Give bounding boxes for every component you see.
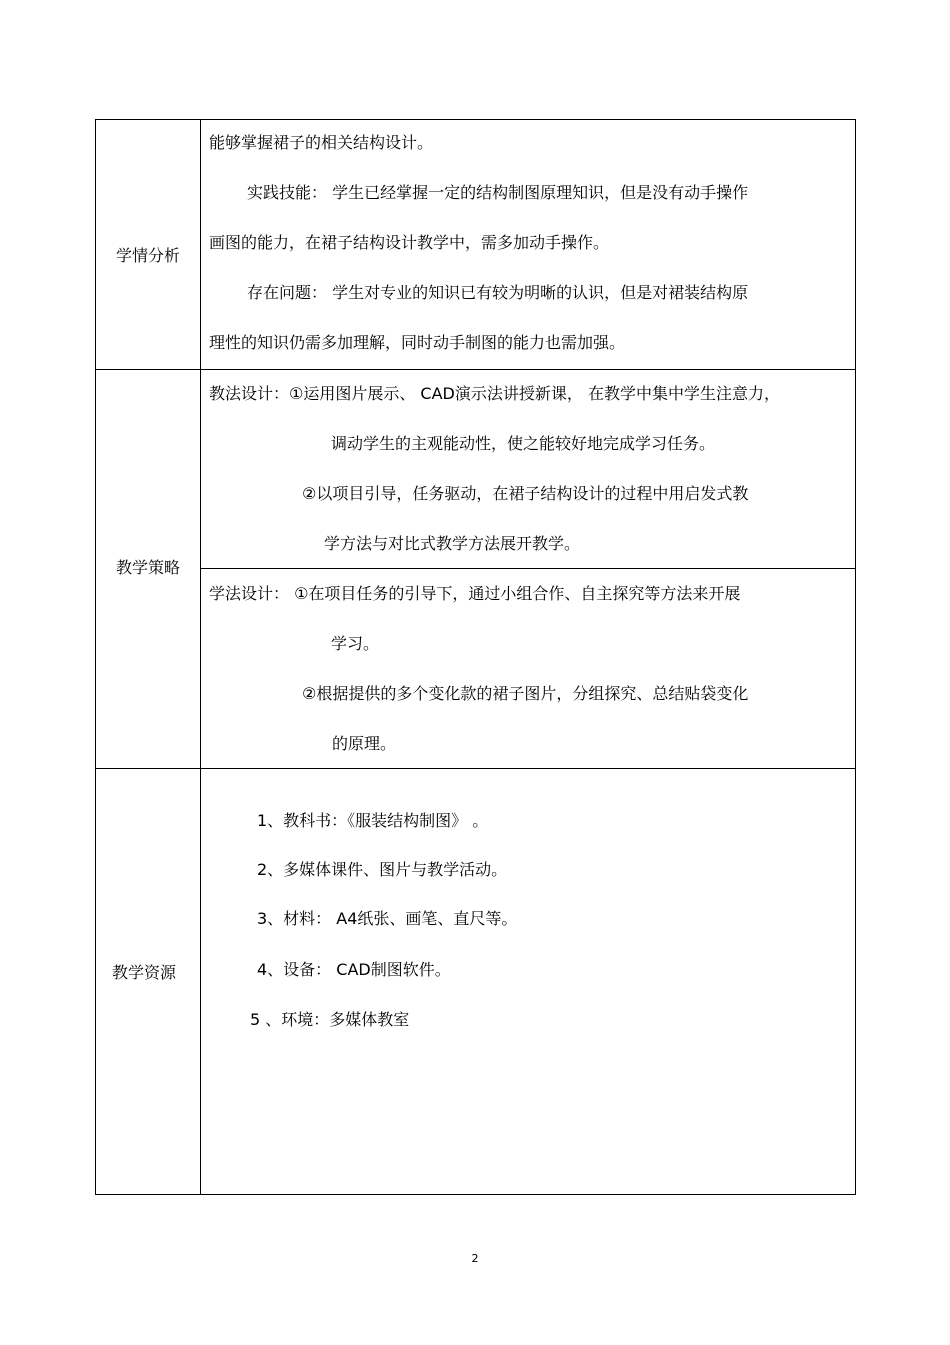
analysis-line-5: 理性的知识仍需多加理解，同时动手制图的能力也需加强。 [209, 333, 626, 352]
analysis-line-4: 存在问题： 学生对专业的知识已有较为明晰的认识，但是对裙装结构原 [247, 283, 749, 302]
resource-item-4: 4、设备： CAD制图软件。 [257, 960, 451, 979]
analysis-line-1: 能够掌握裙子的相关结构设计。 [209, 133, 434, 152]
learning-method-line-3: ②根据提供的多个变化款的裙子图片，分组探究、总结贴袋变化 [302, 684, 749, 703]
resource-item-5: 5 、环境：多媒体教室 [250, 1010, 410, 1029]
learning-method-line-2: 学习。 [331, 634, 380, 653]
teaching-method-line-2: 调动学生的主观能动性，使之能较好地完成学习任务。 [331, 434, 716, 453]
learning-method-line-4: 的原理。 [332, 734, 397, 753]
resource-item-2: 2、多媒体课件、图片与教学活动。 [257, 860, 508, 879]
sub-row-divider [200, 568, 855, 569]
column-divider [200, 120, 201, 1194]
analysis-line-3: 画图的能力，在裙子结构设计教学中，需多加动手操作。 [209, 233, 610, 252]
row-label-student-analysis: 学情分析 [115, 246, 180, 265]
row-divider [96, 768, 855, 769]
learning-method-line-1: 学法设计： ①在项目任务的引导下，通过小组合作、自主探究等方法来开展 [209, 584, 741, 603]
resource-item-3: 3、材料： A4纸张、画笔、直尺等。 [257, 909, 518, 928]
row-label-teaching-strategy: 教学策略 [115, 558, 180, 577]
lesson-plan-table [95, 119, 856, 1195]
teaching-method-line-3: ②以项目引导，任务驱动，在裙子结构设计的过程中用启发式教 [302, 484, 749, 503]
teaching-method-line-4: 学方法与对比式教学方法展开教学。 [324, 534, 581, 553]
row-divider [96, 369, 855, 370]
page-number: 2 [471, 1252, 479, 1265]
analysis-line-2: 实践技能： 学生已经掌握一定的结构制图原理知识，但是没有动手操作 [247, 183, 749, 202]
resource-item-1: 1、教科书：《服装结构制图》 。 [257, 811, 489, 830]
teaching-method-line-1: 教法设计：①运用图片展示、 CAD演示法讲授新课， 在教学中集中学生注意力， [209, 384, 780, 403]
row-label-teaching-resources: 教学资源 [111, 963, 176, 982]
